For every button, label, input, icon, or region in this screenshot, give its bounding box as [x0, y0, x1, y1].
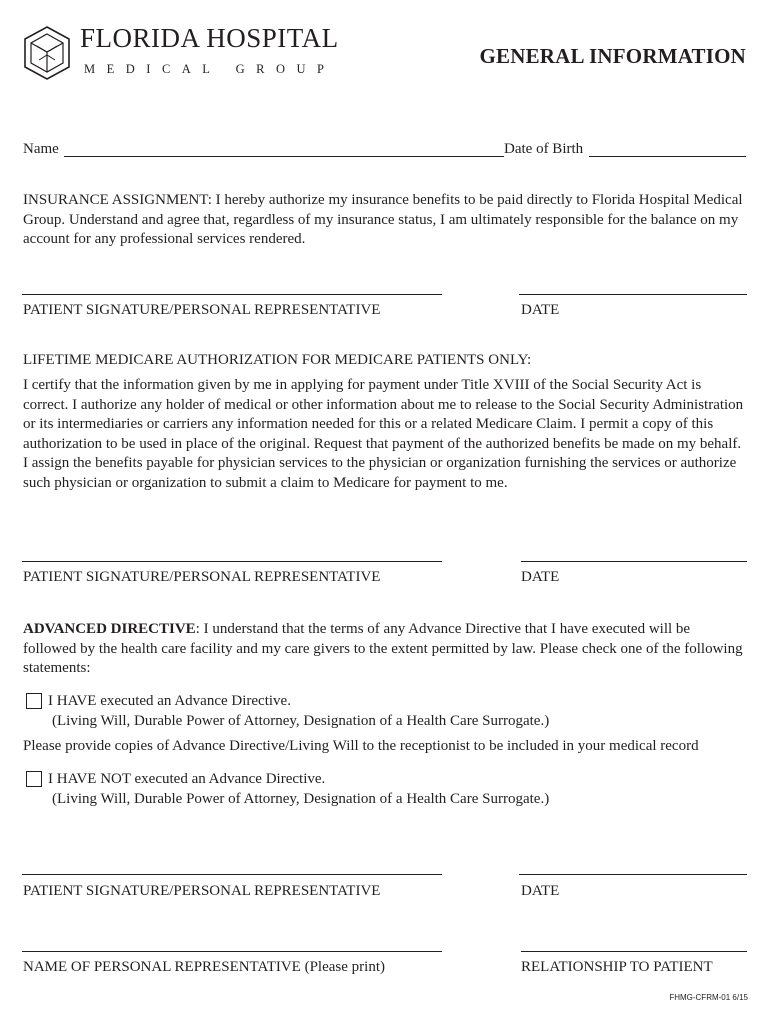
directive-date-label: DATE [521, 883, 560, 899]
medicare-authorization-text: I certify that the information given by me in applying for payment under Title XVIII of the Social Security Act is correct. I authorize any holder of medical or other information about me to release to the Social Security Administration or its intermediaries or carriers any information needed for this or a related Medicare Claim. I permit a copy of this authorization to be used in place of the original. Request that payment of the authorized benefits be made on my behalf. I assign the benefits payable for physician services to the physician or organization furnishing the services or authorize such physician or organization to submit a claim to Medicare for payment to me. [23, 377, 744, 491]
relationship-label: RELATIONSHIP TO PATIENT [521, 959, 713, 975]
have-not-directive-label: I HAVE NOT executed an Advance Directive. [48, 771, 326, 787]
medicare-heading: LIFETIME MEDICARE AUTHORIZATION FOR MEDICARE PATIENTS ONLY: [23, 352, 532, 368]
directive-signature-label: PATIENT SIGNATURE/PERSONAL REPRESENTATIVE [23, 883, 381, 899]
rep-name-line[interactable] [22, 951, 442, 952]
have-not-directive-checkbox[interactable] [26, 771, 42, 787]
advanced-directive-body: : I understand that the terms of any Advance Directive that I have executed will be followed by the health care facility and my care givers to the extent permitted by law. Please check one of the following statements: [23, 621, 743, 676]
logo [22, 25, 342, 80]
directive-date-line[interactable] [519, 874, 747, 875]
dob-field[interactable] [589, 138, 746, 157]
dob-label: Date of Birth [504, 141, 584, 157]
insurance-signature-label: PATIENT SIGNATURE/PERSONAL REPRESENTATIVE [23, 302, 381, 318]
have-not-directive-detail: (Living Will, Durable Power of Attorney, Designation of a Health Care Surrogate.) [52, 791, 550, 807]
copies-note: Please provide copies of Advance Directive/Living Will to the receptionist to be included in your medical record [23, 738, 699, 754]
have-directive-checkbox[interactable] [26, 693, 42, 709]
medicare-date-label: DATE [521, 569, 560, 585]
medicare-signature-label: PATIENT SIGNATURE/PERSONAL REPRESENTATIVE [23, 569, 381, 585]
rep-name-label: NAME OF PERSONAL REPRESENTATIVE (Please print) [23, 959, 385, 975]
insurance-date-line[interactable] [519, 294, 747, 295]
logo-subtitle: MEDICAL GROUP [84, 62, 336, 76]
advanced-directive-text [23, 620, 743, 679]
insurance-date-label: DATE [521, 302, 560, 318]
have-directive-label: I HAVE executed an Advance Directive. [48, 693, 291, 709]
form-code: FHMG-CFRM-01 6/15 [669, 993, 748, 1002]
medicare-date-line[interactable] [521, 561, 747, 562]
name-label: Name [23, 141, 59, 157]
insurance-assignment-text: INSURANCE ASSIGNMENT: I hereby authorize my insurance benefits to be paid directly to Florida Hospital Medical Group. Understand and agree that, regardless of my insurance status, I am ultimately responsible for the balance on my account for any professional services rendered. [23, 192, 743, 247]
directive-signature-line[interactable] [22, 874, 442, 875]
medicare-signature-line[interactable] [22, 561, 442, 562]
insurance-signature-line[interactable] [22, 294, 442, 295]
name-field[interactable] [64, 138, 504, 157]
relationship-line[interactable] [521, 951, 747, 952]
have-directive-detail: (Living Will, Durable Power of Attorney, Designation of a Health Care Surrogate.) [52, 713, 550, 729]
logo-name: FLORIDA HOSPITAL [80, 23, 339, 53]
advanced-directive-heading: ADVANCED DIRECTIVE [23, 621, 196, 637]
hexagon-logo-icon [22, 25, 72, 81]
page-title: GENERAL INFORMATION [479, 44, 746, 68]
